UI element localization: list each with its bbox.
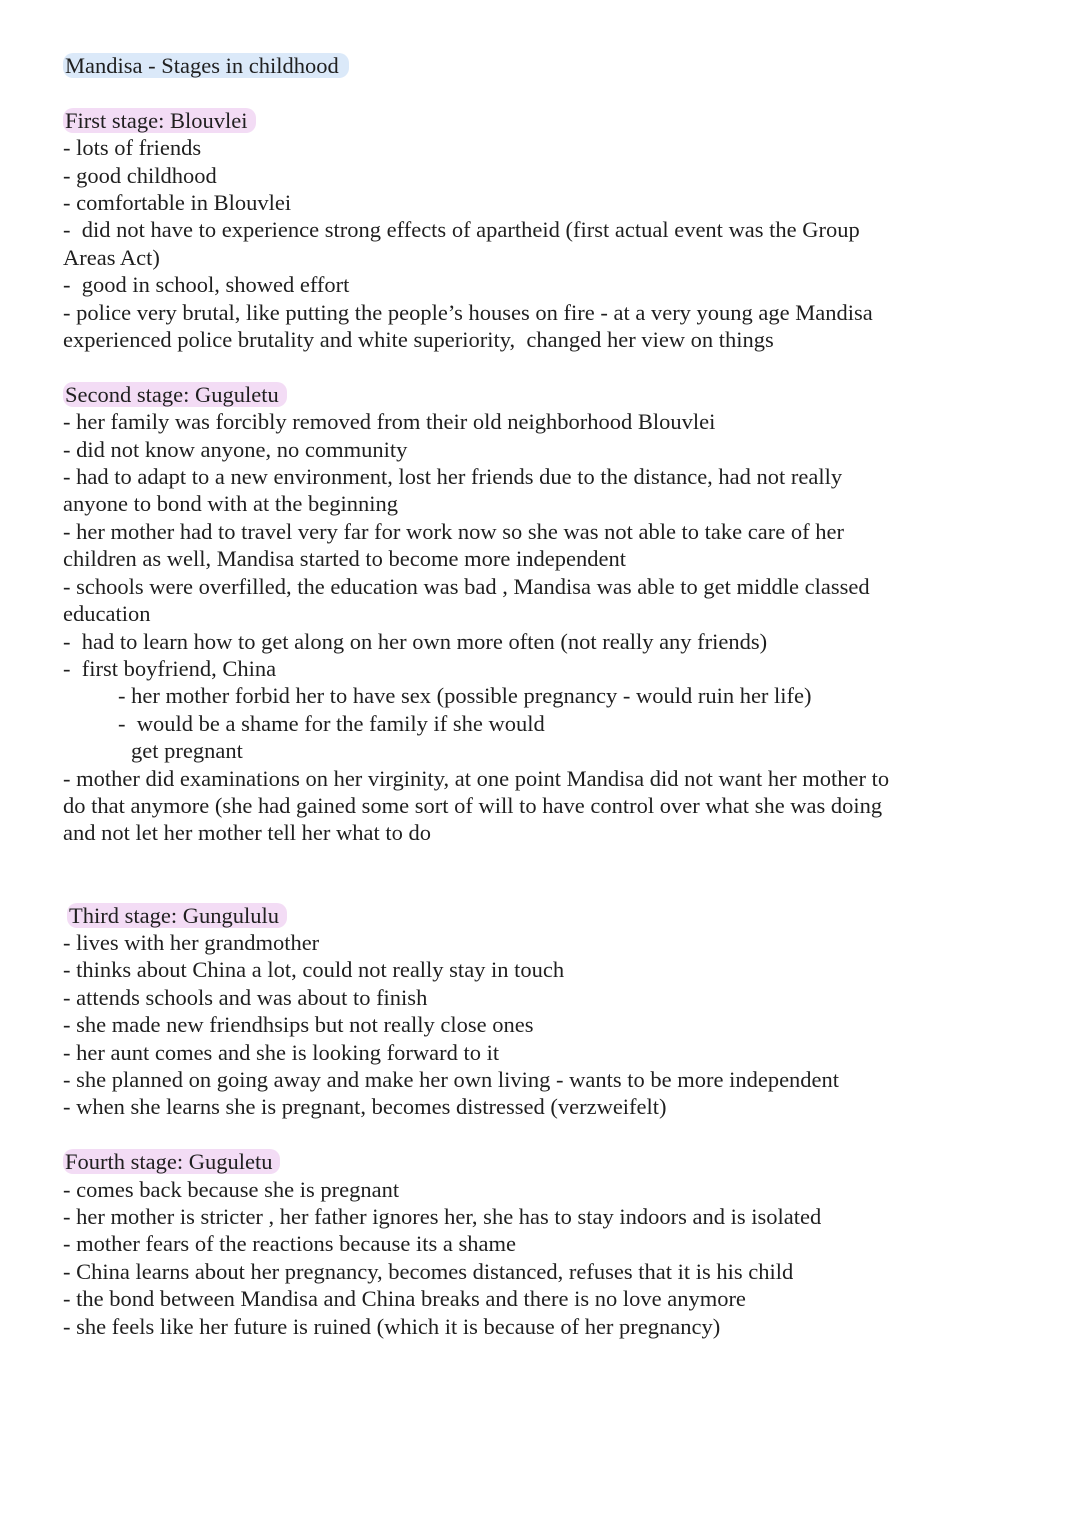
bullet-line: - did not have to experience strong effects of apartheid (first actual event was the Group (63, 217, 860, 243)
document-title-line (63, 52, 1023, 79)
bullet-line: - good in school, showed effort (63, 272, 350, 298)
bullet-line: - she made new friendhsips but not really close ones (63, 1012, 534, 1038)
bullet-line: - China learns about her pregnancy, becomes distanced, refuses that it is his child (63, 1258, 794, 1284)
bullet-line: anyone to bond with at the beginning (63, 491, 398, 517)
spacer (63, 847, 1023, 902)
bullet-line: - comfortable in Blouvlei (63, 190, 292, 216)
bullet-line: - her mother had to travel very far for work now so she was not able to take care of her (63, 518, 844, 544)
bullet-line: - the bond between Mandisa and China breaks and there is no love anymore (63, 1286, 746, 1312)
bullet-line: - attends schools and was about to finish (63, 984, 428, 1010)
stage-heading: Third stage: Gungululu (67, 903, 287, 928)
bullet-line: - good childhood (63, 162, 217, 188)
bullet-line: - she feels like her future is ruined (which it is because of her pregnancy) (63, 1313, 721, 1339)
bullet-line: children as well, Mandisa started to become more independent (63, 546, 626, 572)
bullet-line: - mother fears of the reactions because its a shame (63, 1231, 516, 1257)
stage-heading: First stage: Blouvlei (63, 108, 256, 133)
stage-section-4 (63, 1148, 1023, 1340)
bullet-line: - lives with her grandmother (63, 929, 320, 955)
sub-bullet-continuation: get pregnant (131, 738, 243, 764)
spacer (63, 1121, 1023, 1148)
bullet-line: - she planned on going away and make her own living - wants to be more independent (63, 1066, 840, 1092)
bullet-line: - did not know anyone, no community (63, 436, 408, 462)
stage-section-2 (63, 381, 1023, 847)
stage-section-3 (63, 902, 1023, 1121)
bullet-line: Areas Act) (63, 244, 160, 270)
bullet-line: - her family was forcibly removed from their old neighborhood Blouvlei (63, 409, 716, 435)
spacer (63, 79, 1023, 106)
bullet-line: and not let her mother tell her what to do (63, 820, 432, 846)
stage-heading: Second stage: Guguletu (63, 382, 287, 407)
stage-section-1 (63, 107, 1023, 354)
bullet-line: do that anymore (she had gained some sort of will to have control over what she was doing (63, 792, 883, 818)
document-title: Mandisa - Stages in childhood (63, 53, 349, 78)
bullet-line: - police very brutal, like putting the people’s houses on fire - at a very young age Mandisa (63, 299, 873, 325)
bullet-line: - schools were overfilled, the education was bad , Mandisa was able to get middle classed (63, 573, 870, 599)
bullet-line: - lots of friends (63, 135, 202, 161)
bullet-line: - thinks about China a lot, could not really stay in touch (63, 957, 565, 983)
stage-heading: Fourth stage: Guguletu (63, 1149, 280, 1174)
bullet-line: - had to learn how to get along on her own more often (not really any friends) (63, 628, 768, 654)
spacer (63, 353, 1023, 380)
bullet-line: - first boyfriend, China (63, 655, 277, 681)
bullet-line: experienced police brutality and white superiority, changed her view on things (63, 327, 774, 353)
sub-bullet-line: - her mother forbid her to have sex (possible pregnancy - would ruin her life) (118, 683, 812, 709)
bullet-line: - her mother is stricter , her father ignores her, she has to stay indoors and is isolated (63, 1204, 822, 1229)
bullet-line: - when she learns she is pregnant, becomes distressed (verzweifelt) (63, 1094, 667, 1120)
bullet-line: - her aunt comes and she is looking forward to it (63, 1039, 500, 1065)
bullet-line: - mother did examinations on her virginity, at one point Mandisa did not want her mother to (63, 765, 890, 791)
bullet-line: - had to adapt to a new environment, lost her friends due to the distance, had not really (63, 464, 843, 490)
bullet-line: - comes back because she is pregnant (63, 1176, 400, 1202)
bullet-line: education (63, 601, 151, 627)
sub-bullet-line: - would be a shame for the family if she would (118, 710, 545, 736)
notes-document (63, 52, 1023, 1340)
